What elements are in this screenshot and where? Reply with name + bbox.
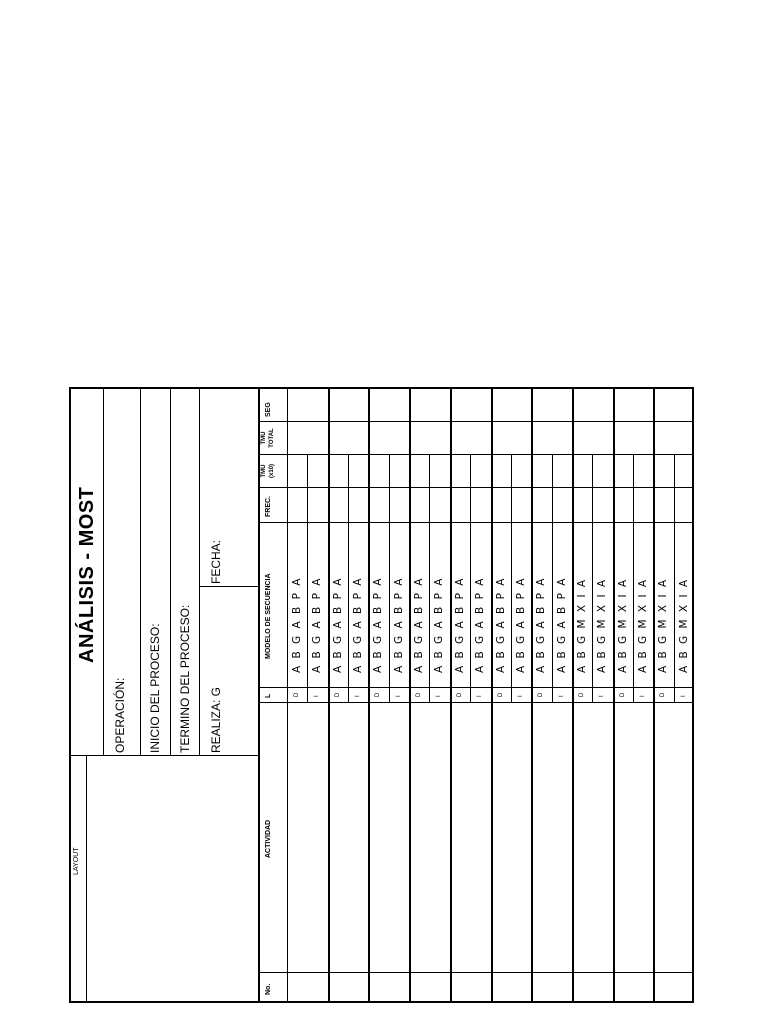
row-half-line	[348, 455, 349, 703]
row-sequence-model: A B G A B P A	[555, 578, 568, 673]
col-line-frec	[258, 487, 694, 488]
row-l-d: D	[660, 692, 667, 697]
row-l-i: I	[355, 695, 362, 697]
header-frec: FREC.	[265, 496, 272, 517]
layout-label: LAYOUT	[73, 847, 80, 875]
row-l-i: I	[517, 695, 524, 697]
header-no: No.	[265, 983, 272, 995]
header-l: L	[265, 693, 272, 698]
row-half-line	[429, 455, 430, 703]
header-tmu-total: TMU TOTAL	[261, 428, 275, 448]
operacion-label: OPERACIÓN:	[113, 677, 127, 753]
row-half-line	[633, 455, 634, 703]
row-sequence-model: A B G A B P A	[291, 578, 303, 673]
row-half-line	[674, 455, 675, 703]
row-l-d: D	[538, 692, 545, 697]
row-separator	[491, 387, 493, 1003]
row-separator	[409, 387, 411, 1003]
col-line-l	[258, 687, 694, 688]
inicio-label: INICIO DEL PROCESO:	[148, 623, 162, 753]
form-title: ANÁLISIS - MOST	[76, 486, 98, 663]
col-line-modelo	[258, 522, 694, 523]
row-sequence-model: A B G A B P A	[474, 578, 487, 673]
row-sequence-model: A B G M X I A	[616, 579, 629, 673]
row-l-i: I	[436, 695, 443, 697]
realiza-label: REALIZA: G	[209, 686, 223, 753]
row-l-d: D	[619, 692, 626, 697]
title-line	[103, 387, 104, 756]
row-separator	[531, 387, 533, 1003]
row-l-i: I	[599, 695, 606, 697]
row-separator	[653, 387, 655, 1003]
row-sequence-model: A B G A B P A	[494, 578, 507, 673]
row-l-i: I	[639, 695, 646, 697]
row-sequence-model: A B G A B P A	[372, 578, 385, 673]
row-l-i: I	[558, 695, 565, 697]
row-sequence-model: A B G M X I A	[677, 579, 690, 673]
row-sequence-model: A B G M X I A	[636, 579, 649, 673]
termino-label: TERMINO DEL PROCESO:	[178, 604, 192, 753]
row-l-d: D	[497, 692, 504, 697]
termino-line	[199, 387, 200, 756]
col-line-tmu-x10	[258, 454, 694, 455]
row-half-line	[592, 455, 593, 703]
header-seg: SEG	[265, 402, 272, 417]
row-separator	[368, 387, 370, 1003]
row-l-d: D	[456, 692, 463, 697]
header-actividad: ACTIVIDAD	[265, 819, 272, 858]
fecha-label: FECHA:	[209, 539, 223, 584]
row-half-line	[511, 455, 512, 703]
row-half-line	[552, 455, 553, 703]
col-line-actividad	[258, 702, 694, 703]
inicio-line	[170, 387, 171, 756]
row-l-d: D	[578, 692, 585, 697]
row-sequence-model: A B G A B P A	[352, 578, 365, 673]
row-sequence-model: A B G A B P A	[433, 578, 446, 673]
row-l-i: I	[395, 695, 402, 697]
row-separator	[328, 387, 330, 1003]
row-half-line	[307, 455, 308, 703]
layout-label-line	[86, 756, 87, 1003]
row-sequence-model: A B G A B P A	[311, 578, 324, 673]
row-separator	[450, 387, 452, 1003]
column-header-line	[287, 387, 288, 1003]
row-l-i: I	[680, 695, 687, 697]
row-l-d: D	[375, 692, 382, 697]
header-modelo: MODELO DE SECUENCIA	[265, 573, 272, 659]
row-sequence-model: A B G A B P A	[535, 578, 548, 673]
row-half-line	[389, 455, 390, 703]
row-l-d: D	[294, 692, 300, 697]
row-separator	[572, 387, 574, 1003]
header-tmu-x10: TMU (x10)	[261, 464, 275, 479]
operacion-line	[140, 387, 141, 756]
row-l-i: I	[477, 695, 484, 697]
layout-divider	[69, 755, 258, 756]
row-sequence-model: A B G A B P A	[514, 578, 527, 673]
col-line-no	[258, 972, 694, 973]
col-line-tmu-total	[258, 421, 694, 422]
row-sequence-model: A B G A B P A	[453, 578, 466, 673]
most-form	[69, 387, 694, 1003]
row-l-d: D	[416, 692, 423, 697]
row-sequence-model: A B G A B P A	[392, 578, 405, 673]
row-l-i: I	[314, 695, 321, 697]
row-sequence-model: A B G M X I A	[575, 579, 588, 673]
row-sequence-model: A B G M X I A	[657, 579, 670, 673]
row-separator	[613, 387, 615, 1003]
row-sequence-model: A B G A B P A	[331, 578, 344, 673]
row-l-d: D	[334, 692, 341, 697]
row-half-line	[470, 455, 471, 703]
row-sequence-model: A B G M X I A	[596, 579, 609, 673]
fecha-divider	[199, 586, 258, 587]
row-sequence-model: A B G A B P A	[413, 578, 426, 673]
